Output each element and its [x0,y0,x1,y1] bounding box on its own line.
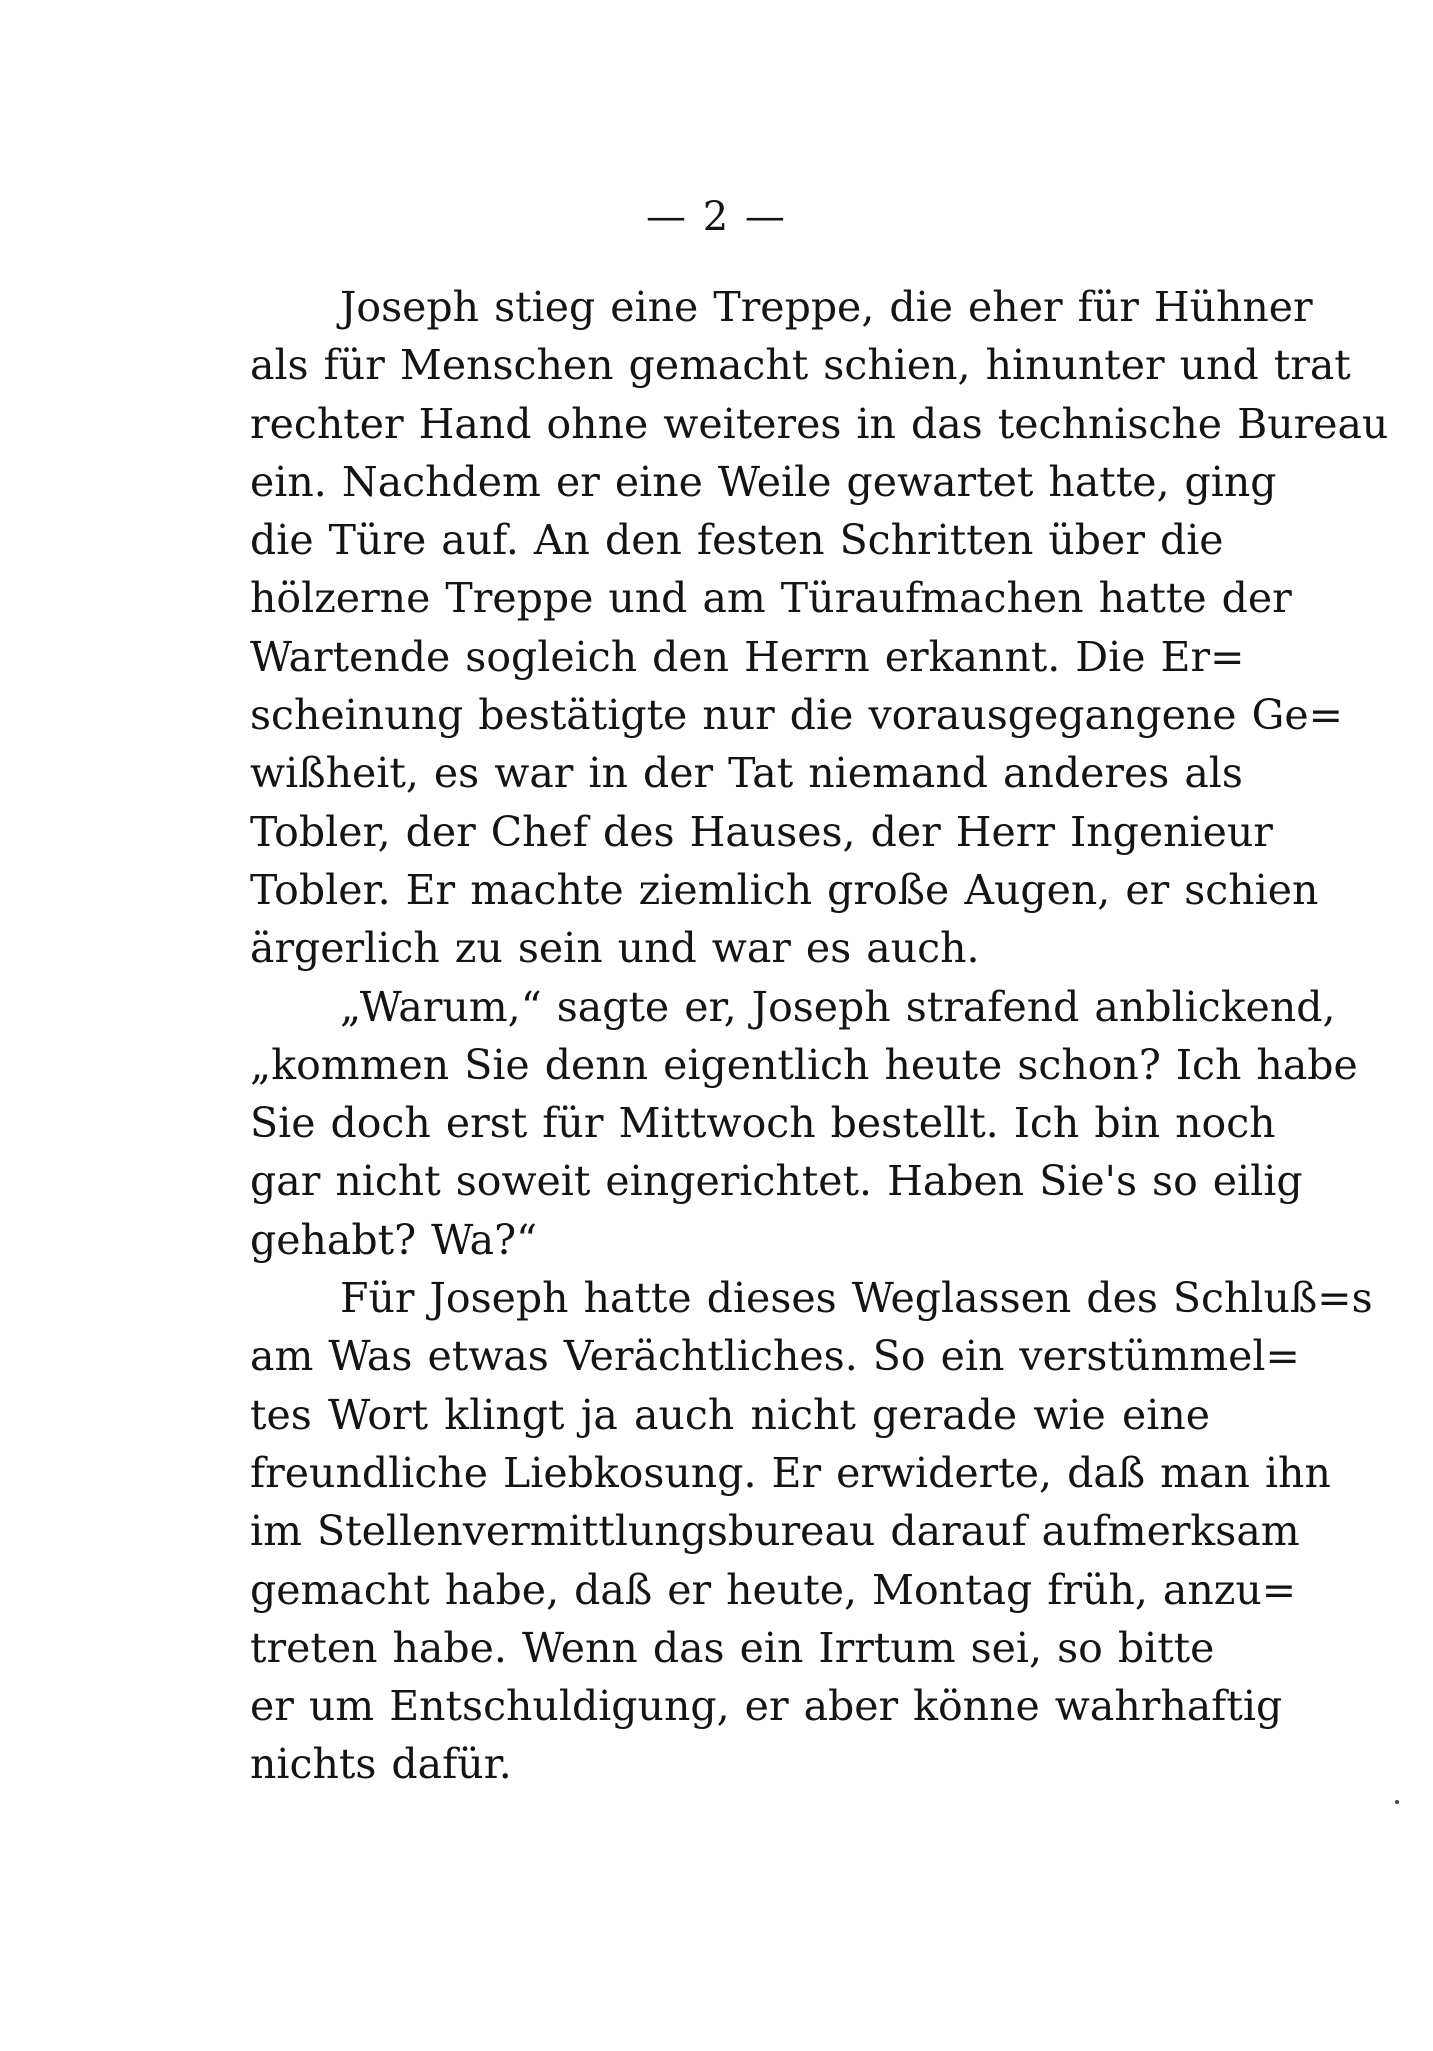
paragraph-1 [250,278,1389,978]
text-line: die Türe auf. An den festen Schritten über die [250,516,1224,565]
text-line: Sie doch erst für Mittwoch bestellt. Ich bin noch [250,1099,1276,1148]
text-line: Tobler. Er machte ziemlich große Augen, er schien [250,865,1319,914]
text-line: „Warum,“ sagte er, Joseph strafend anblickend, [340,982,1336,1031]
text-line: Wartende sogleich den Herrn erkannt. Die Er= [250,632,1245,681]
text-line: als für Menschen gemacht schien, hinunter und trat [250,341,1351,390]
text-line: „kommen Sie denn eigentlich heute schon? Ich habe [250,1040,1358,1089]
text-line: tes Wort klingt ja auch nicht gerade wie eine [250,1390,1210,1439]
text-line: Tobler, der Chef des Hauses, der Herr Ingenieur [250,807,1273,856]
text-line: gar nicht soweit eingerichtet. Haben Sie's so eilig [250,1157,1303,1206]
text-line: wißheit, es war in der Tat niemand anderes als [250,749,1243,798]
paragraph-3 [250,1269,1373,1794]
text-line: am Was etwas Verächtliches. So ein verstümmel= [250,1332,1300,1381]
text-line: gehabt? Wa?“ [250,1215,538,1264]
text-line: treten habe. Wenn das ein Irrtum sei, so bitte [250,1623,1215,1672]
text-line: ärgerlich zu sein und war es auch. [250,924,980,973]
text-line: im Stellenvermittlungsbureau darauf aufmerksam [250,1507,1300,1556]
page-number: — 2 — [646,194,787,240]
paragraph-2 [250,978,1358,1269]
text-line: nichts dafür. [250,1740,512,1789]
text-line: rechter Hand ohne weiteres in das technische Bureau [250,399,1389,448]
text-line: Für Joseph hatte dieses Weglassen des Schluß=s [340,1274,1373,1323]
text-line: ein. Nachdem er eine Weile gewartet hatte, ging [250,457,1277,506]
paper-speck [1395,1800,1399,1804]
body-text [250,278,1389,1794]
text-line: freundliche Liebkosung. Er erwiderte, daß man ihn [250,1448,1331,1497]
text-line: er um Entschuldigung, er aber könne wahrhaftig [250,1682,1283,1731]
text-line: hölzerne Treppe und am Türaufmachen hatte der [250,574,1292,623]
text-line: Joseph stieg eine Treppe, die eher für Hühner [340,283,1313,331]
text-line: gemacht habe, daß er heute, Montag früh, anzu= [250,1565,1297,1614]
text-line: scheinung bestätigte nur die vorausgegangene Ge= [250,691,1343,740]
